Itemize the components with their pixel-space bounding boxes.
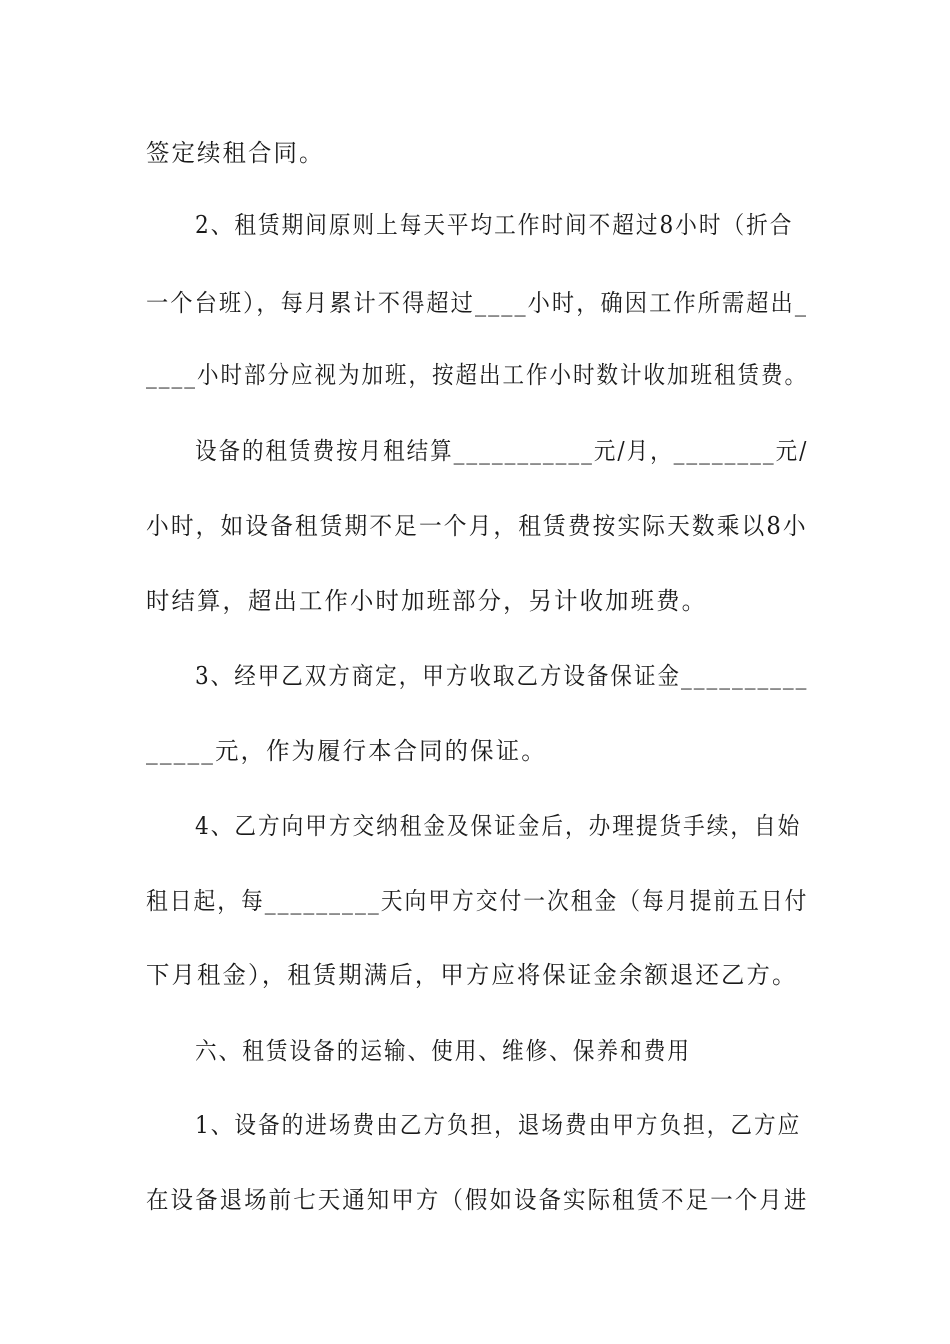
text-line: _____元，作为履行本合同的保证。: [146, 737, 547, 765]
text-line: 在设备退场前七天通知甲方（假如设备实际租赁不足一个月进: [146, 1186, 809, 1214]
section-heading: 六、租赁设备的运输、使用、维修、保养和费用: [195, 1037, 691, 1065]
text-line: 下月租金），租赁期满后，甲方应将保证金余额退还乙方。: [146, 961, 798, 989]
text-line: 时结算，超出工作小时加班部分，另计收加班费。: [146, 587, 708, 615]
text-line: 1、设备的进场费由乙方负担，退场费由甲方负担，乙方应: [195, 1111, 802, 1139]
text-line: 4、乙方向甲方交纳租金及保证金后，办理提货手续，自始: [195, 812, 802, 840]
text-line: 设备的租赁费按月租结算___________元/月，________元/: [195, 437, 809, 465]
text-line: 签定续租合同。: [146, 139, 325, 167]
text-line: 一个台班），每月累计不得超过____小时，确因工作所需超出_: [146, 289, 808, 317]
text-line: ____小时部分应视为加班，按超出工作小时数计收加班租赁费。: [146, 361, 808, 389]
text-line: 3、经甲乙双方商定，甲方收取乙方设备保证金__________: [195, 662, 809, 690]
text-line: 2、租赁期间原则上每天平均工作时间不超过8小时（折合: [195, 211, 794, 239]
text-line: 小时，如设备租赁期不足一个月，租赁费按实际天数乘以8小: [146, 512, 808, 540]
text-line: 租日起，每_________天向甲方交付一次租金（每月提前五日付: [146, 887, 809, 915]
